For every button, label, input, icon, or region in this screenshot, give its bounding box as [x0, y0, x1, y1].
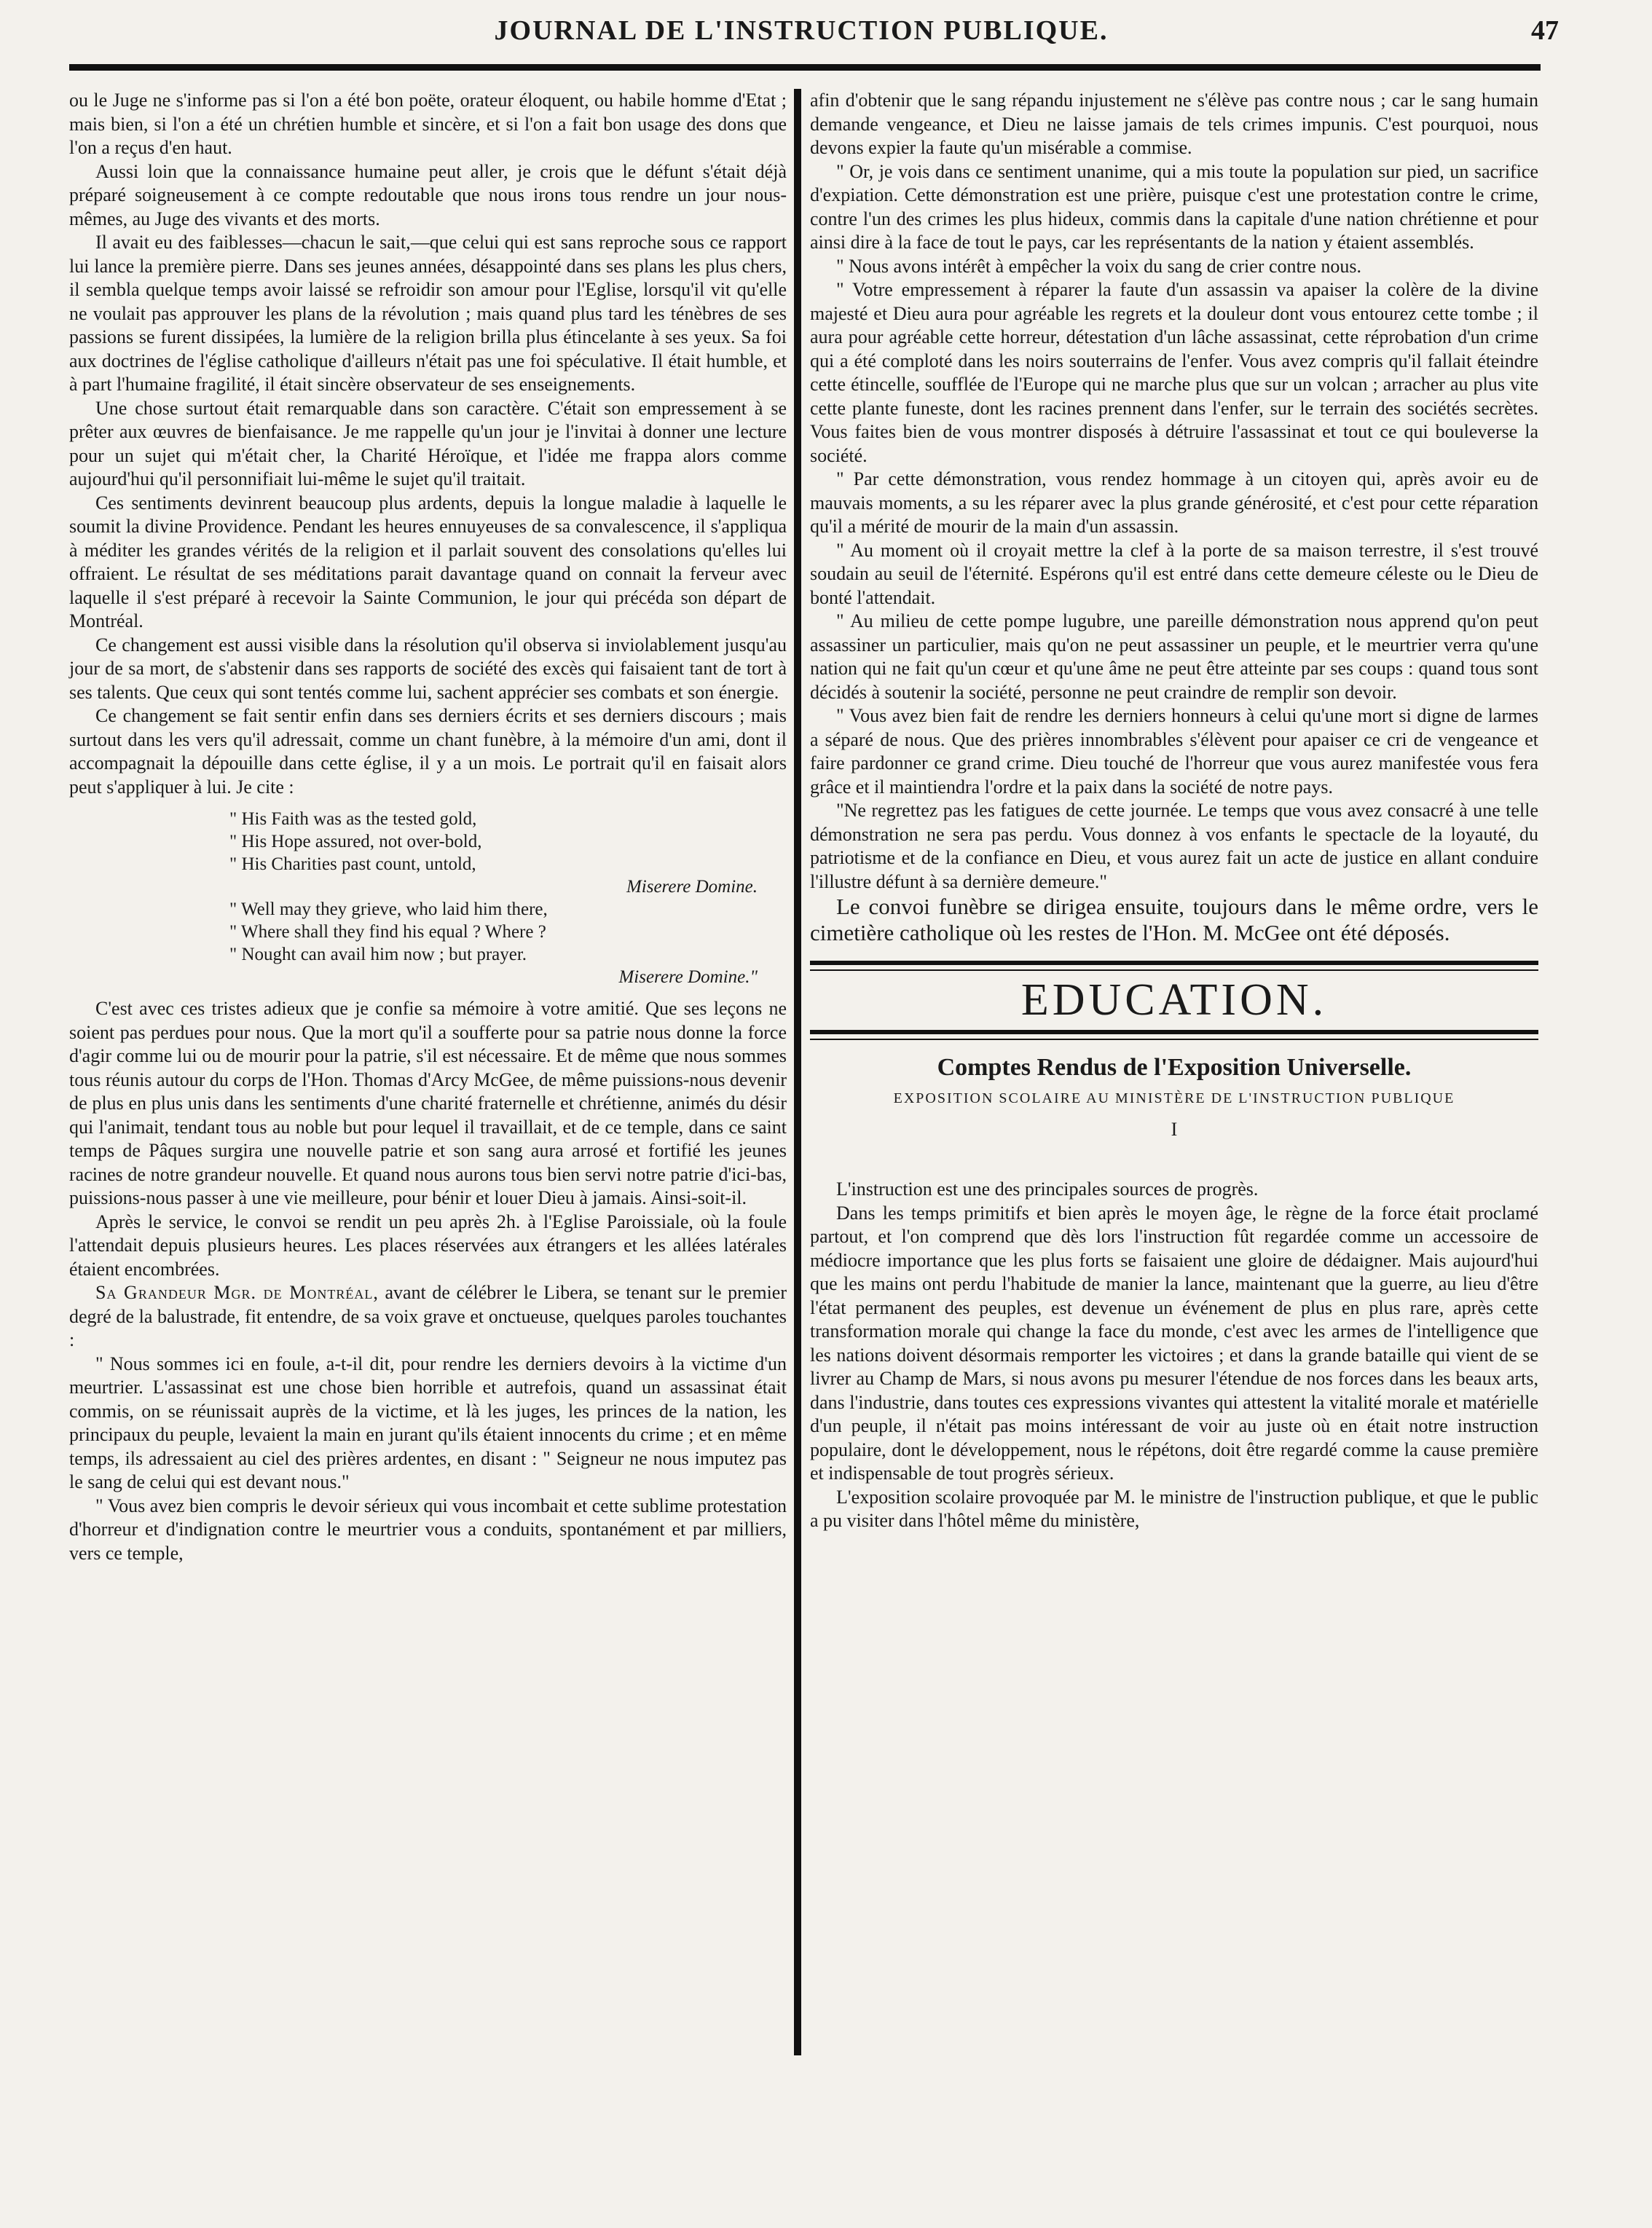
- poem-line: " Where shall they find his equal ? Where ?: [229, 922, 546, 942]
- poem-line: " Well may they grieve, who laid him there,: [229, 900, 548, 919]
- poem-line: " His Charities past count, untold,: [229, 854, 476, 874]
- paragraph: " Par cette démonstration, vous rendez hommage à un citoyen qui, après avoir eu de mauvais moments, a su les réparer avec la plus grande générosité, et c'est pour cette réparation qu'il a mérité de mourir de la main d'un assassin.: [810, 468, 1538, 537]
- article-number: I: [1171, 1118, 1178, 1140]
- page-number: 47: [1531, 15, 1559, 46]
- poem-line: " His Hope assured, not over-bold,: [229, 832, 482, 851]
- paragraph: Une chose surtout était remarquable dans son caractère. C'était son empressement à se prêter aux œuvres de bienfaisance. Je me rappelle qu'un jour je l'invitai à donner une lecture pour un sujet qui m'était cher, la Charité Héroïque, et l'idée me frappa alors comme aujourd'hui qu'il personnifiait lui-même le sujet qu'il traitait.: [69, 397, 787, 489]
- closing-paragraph: Le convoi funèbre se dirigea ensuite, toujours dans le même ordre, vers le cimetière catholique où les restes de l'Hon. M. McGee ont été déposés.: [810, 894, 1538, 945]
- paragraph: ou le Juge ne s'informe pas si l'on a été bon poëte, orateur éloquent, ou habile homme d'Etat ; mais bien, si l'on a été un chrétien humble et sincère, et si l'on a fait bon usage des dons que l'on a reçus d'en haut.: [69, 90, 787, 158]
- paragraph: afin d'obtenir que le sang répandu injustement ne s'élève pas contre nous ; car le sang humain demande vengeance, et Dieu ne laisse jamais de tels crimes impunis. C'est pourquoi, nous devons expier la faute qu'un misérable a commise.: [810, 90, 1538, 158]
- paragraph: C'est avec ces tristes adieux que je confie sa mémoire à votre amitié. Que ses leçons ne soient pas perdues pour nous. Que la mort qu'il a soufferte pour sa patrie nous donne la force d'agir comme lui ou de mourir pour la patrie, s'il est nécessaire. Et de même que nous sommes tous réunis autour du corps de l'Hon. Thomas d'Arcy McGee, de même puissions-nous devenir de plus en plus unis dans les sentiments d'une charité fraternelle et chrétienne, animés du désir qui l'animait, tendant tous au noble but pour lequel il travaillait, et de ce temple, dans ce saint temps de Pâques surgira une nouvelle patrie et son sang aura arrosé et fortifié les jeunes racines de notre grandeur nouvelle. Et quand nous aurons tous bien servi notre patrie d'ici-bas, puissions-nous passer à une vie meilleure, pour bénir et louer Dieu à jamais. Ainsi-soit-il.: [69, 998, 787, 1208]
- article-title: Comptes Rendus de l'Exposition Universelle.: [937, 1053, 1412, 1081]
- poem-quote: [229, 808, 787, 988]
- page-header: [73, 15, 1559, 51]
- paragraph: Après le service, le convoi se rendit un peu après 2h. à l'Eglise Paroissiale, où la foule l'attendait depuis plusieurs heures. Les places réservées aux étrangers et les allées latérales étaient encombrées.: [69, 1211, 787, 1280]
- paragraph: Aussi loin que la connaissance humaine peut aller, je crois que le défunt s'était déjà préparé soigneusement à ce compte redoutable que nous irons tous rendre un jour nous-mêmes, au Juge des vivants et des morts.: [69, 160, 787, 229]
- paragraph: L'exposition scolaire provoquée par M. le ministre de l'instruction publique, et que le public a pu visiter dans l'hôtel même du ministère,: [810, 1486, 1538, 1531]
- right-column: [810, 89, 1538, 1533]
- poem-refrain: Miserere Domine.": [618, 967, 758, 987]
- paragraph: " Au milieu de cette pompe lugubre, une pareille démonstration nous apprend qu'on peut assassiner un particulier, mais qu'on ne peut assassiner un peuple, et le meurtrier verra qu'une nation qui ne fait qu'un cœur et qu'une âme ne peut être atteinte par ses coups : quand tous sont décidés à soutenir la société, personne ne peut craindre de remplir son devoir.: [810, 610, 1538, 703]
- paragraph: L'instruction est une des principales sources de progrès.: [836, 1178, 1259, 1200]
- paragraph: Ce changement est aussi visible dans la résolution qu'il observa si inviolablement jusqu'au jour de sa mort, de s'abstenir dans ses rapports de société des excès qui faisaient tant de tort à ses talents. Que ceux qui sont tentés comme lui, sachent apprécier ses combats et son énergie.: [69, 634, 787, 703]
- section-rule-thin: [810, 969, 1538, 971]
- poem-line: " Nought can avail him now ; but prayer.: [229, 945, 527, 964]
- section-heading: EDUCATION.: [1020, 975, 1328, 1025]
- paragraph: " Or, je vois dans ce sentiment unanime, qui a mis toute la population sur pied, un sacrifice d'expiation. Cette démonstration est une prière, puisque c'est une protestation contre le crime, contre l'un des crimes les plus hideux, commis dans la capitale d'une nation chrétienne et pour ainsi dire à la face de tout le pays, car les représentants de la nation y étaient assemblés.: [810, 160, 1538, 253]
- paragraph: Ce changement se fait sentir enfin dans ses derniers écrits et ses derniers discours ; mais surtout dans les vers qu'il adressait, comme un chant funèbre, à la mémoire d'un ami, dont il accompagnait la dépouille dans cette église, il y a un mois. Le portrait qu'il en faisait alors peut s'appliquer à lui. Je cite :: [69, 705, 787, 798]
- paragraph: " Vous avez bien fait de rendre les derniers honneurs à celui qu'une mort si digne de larmes a séparé de nous. Que des prières innombrables s'élèvent pour apaiser ce cri de vengeance et faire pardonner ce grand crime. Dieu touché de l'horreur que vous aurez manifestée vous fera grâce et il maintiendra l'ordre et la paix dans la société de notre pays.: [810, 705, 1538, 798]
- paragraph: Ces sentiments devinrent beaucoup plus ardents, depuis la longue maladie à laquelle le soumit la divine Providence. Pendant les heures ennuyeuses de sa convalescence, il s'appliqua à méditer les grandes vérités de la religion et il parlait souvent des consolations qu'elles lui offraient. Le résultat de ses méditations parait davantage quand on connait la ferveur avec laquelle il s'est préparé à recevoir la Sainte Communion, le jour qui précéda son départ de Montréal.: [69, 492, 787, 631]
- paragraph: " Vous avez bien compris le devoir sérieux qui vous incombait et cette sublime protestation d'horreur et d'indignation contre le meurtrier vous a conduits, spontanément et par milliers, vers ce temple,: [69, 1495, 787, 1564]
- bishop-text: avant de célébrer le Libera, se tenant sur le premier degré de la balustrade, fit entendre, de sa voix grave et onctueuse, quelques paroles touchantes :: [69, 1282, 787, 1350]
- paragraph: Il avait eu des faiblesses—chacun le sait,—que celui qui est sans reproche sous ce rapport lui lance la première pierre. Dans ses jeunes années, désappointé dans ses plans les plus chers, il sembla quelque temps avoir laissé se refroidir son amour pour l'Eglise, lorsqu'il vit qu'elle ne voulait pas approuver les plans de la révolution ; mais quand plus tard les ténèbres de ses passions se furent dissipées, la lumière de la religion brilla plus étincelante à ses yeux. Sa foi aux doctrines de l'église catholique d'ailleurs n'était pas une foi spéculative. Il était humble, et à part l'humaine fragilité, il était sincère observateur de ses enseignements.: [69, 232, 787, 395]
- bishop-paragraph: [69, 1281, 787, 1353]
- article-subtitle: EXPOSITION SCOLAIRE AU MINISTÈRE DE L'INSTRUCTION PUBLIQUE: [893, 1090, 1455, 1106]
- section-rule: [810, 1030, 1538, 1034]
- paragraph: Dans les temps primitifs et bien après le moyen âge, le règne de la force était proclamé partout, et l'on comprend que dès lors l'instruction fût regardée comme un accessoire de médiocre importance que les plus forts se faisaient une gloire de dédaigner. Mais aujourd'hui que les mains ont perdu l'habitude de manier la lance, maintenant que la guerre, au lieu d'être l'état permanent des peuples, est devenue un événement de plus en plus rare, après cette transformation morale qui change la face du monde, c'est avec les armes de l'intelligence que les nations doivent désormais remporter les victoires ; et dans la grande bataille qui vient de se livrer au Champ de Mars, si nous avons pu mesurer l'étendue de nos forces dans les beaux arts, dans l'industrie, dans toutes ces expressions vivantes qui attestent la vitalité morale et matérielle d'un peuple, il n'était pas moins intéressant de voir au juste où en était notre instruction populaire, dont le développement, nous le répétons, doit être regardé comme la cause première et indispensable de tout progrès sérieux.: [810, 1202, 1538, 1484]
- running-title: JOURNAL DE L'INSTRUCTION PUBLIQUE.: [494, 15, 1109, 46]
- paragraph: " Votre empressement à réparer la faute d'un assassin va apaiser la colère de la divine majesté et Dieu aura pour agréable les regrets et la douleur dont vous entourez cette tombe ; il aura pour agréable cette horreur, détestation d'un lâche assassinat, cette réprobation d'un crime qui a été comploté dans les noirs souterrains de l'enfer. Vous avez compris qu'il fallait éteindre cette étincelle, soufflée de l'Europe qui ne marche plus que sur un volcan ; arracher au plus vite cette plante funeste, dont les racines prennent dans l'enfer, sur le terrain des sociétés secrètes. Vous faites bien de vous montrer disposés à détruire l'assassinat et tout ce qui bouleverse la société.: [810, 279, 1538, 466]
- paragraph: " Nous sommes ici en foule, a-t-il dit, pour rendre les derniers devoirs à la victime d'un meurtrier. L'assassinat est une chose bien horrible et autrefois, quand un assassinat était commis, on se réunissait auprès de la victime, et là les juges, les princes de la nation, les principaux du peuple, levaient la main en jurant qu'ils étaient innocents du crime ; et en même temps, ils adressaient au ciel des prières ardentes, en disant : " Seigneur ne nous imputez pas le sang de celui qui est devant nous.": [69, 1353, 787, 1492]
- paragraph: " Nous avons intérêt à empêcher la voix du sang de crier contre nous.: [836, 255, 1362, 277]
- paragraph: "Ne regrettez pas les fatigues de cette journée. Le temps que vous avez consacré à une telle démonstration ne sera pas perdu. Vous donnez à vos enfants le spectacle de la loyauté, du patriotisme et de la confiance en Dieu, et vous aurez fait un acte de justice en allant conduire l'illustre défunt à sa dernière demeure.": [810, 800, 1538, 892]
- left-column: [69, 89, 787, 1565]
- header-rule: [69, 64, 1541, 71]
- column-divider: [794, 89, 801, 2055]
- poem-line: " His Faith was as the tested gold,: [229, 809, 477, 829]
- section-rule-thin: [810, 1039, 1538, 1040]
- section-rule: [810, 961, 1538, 965]
- poem-refrain: Miserere Domine.: [626, 877, 758, 897]
- paragraph: " Au moment où il croyait mettre la clef à la porte de sa maison terrestre, il s'est trouvé soudain au seuil de l'éternité. Espérons qu'il est entré dans cette demeure céleste ou le Dieu de bonté l'attendait.: [810, 539, 1538, 608]
- bishop-label: Sa Grandeur Mgr. de Montréal,: [95, 1282, 379, 1303]
